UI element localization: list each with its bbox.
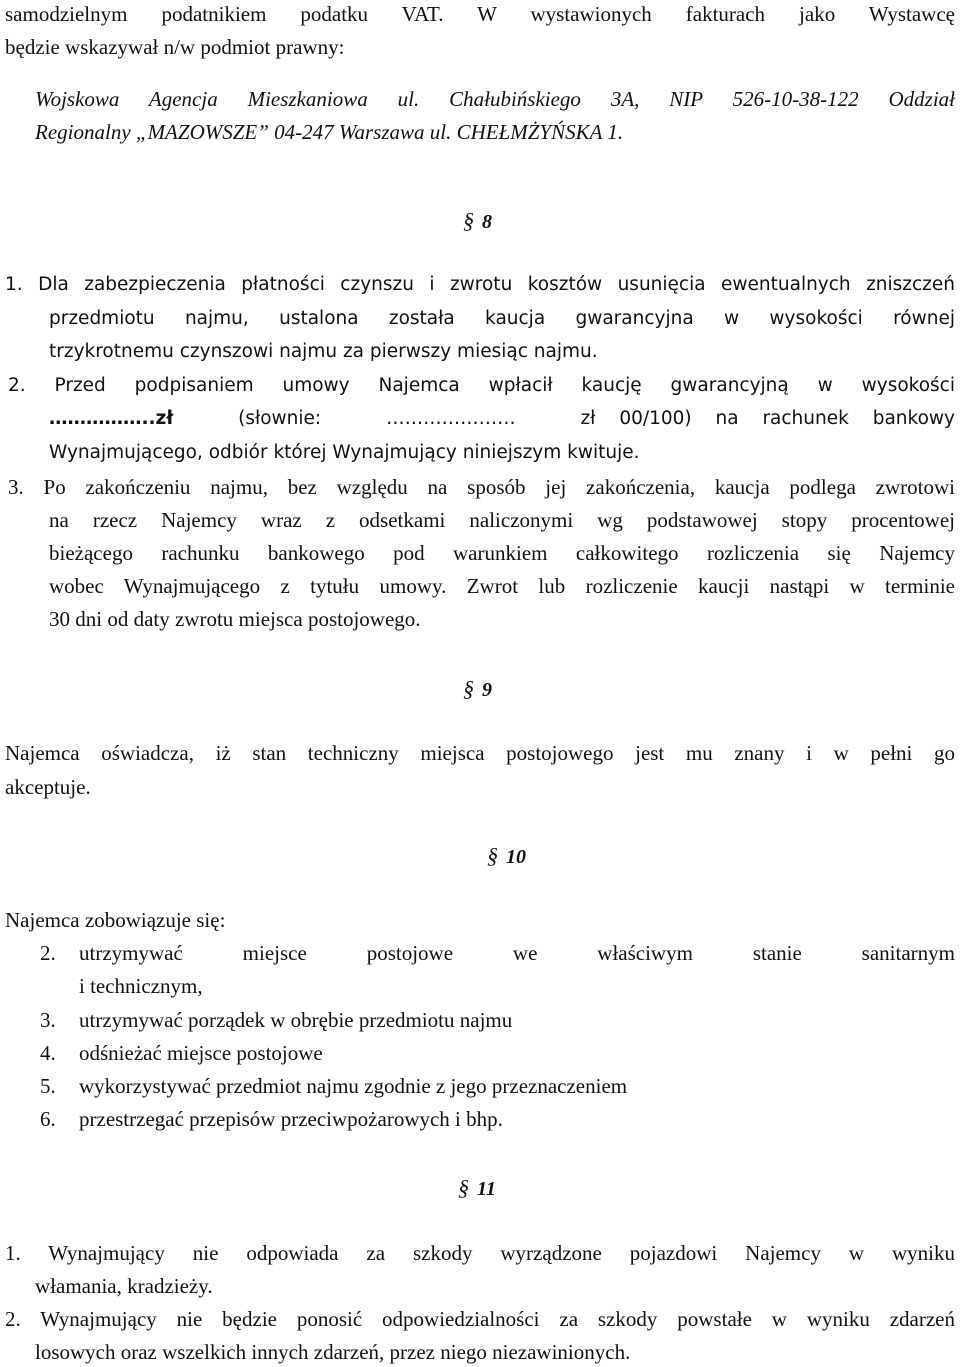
section-11-heading (458, 1177, 496, 1199)
s10-lead: Najemca zobowiązuje się: (5, 908, 226, 932)
paragraph-symbol: § (463, 676, 474, 701)
deposit-amount-blank: ……………..zł (49, 408, 174, 429)
words-label: (słownie: (238, 408, 322, 429)
s8-p3-line-2: na rzecz Najemcy wraz z odsetkami naliczonymi wg podstawowej stopy procentowej (49, 508, 955, 532)
s11-p2-line-1: 2. Wynajmujący nie będzie ponosić odpowiedzialności za szkody powstałe w wyniku zdarzeń (5, 1307, 955, 1331)
intro-line-1: samodzielnym podatnikiem podatku VAT. W wystawionych fakturach jako Wystawcę (5, 2, 955, 26)
s11-p1-line-2: włamania, kradzieży. (35, 1274, 213, 1298)
list-item: utrzymywać porządek w obrębie przedmiotu najmu (79, 1008, 513, 1032)
list-item-number: 3. (40, 1008, 56, 1032)
s8-p3-line-1: 3. Po zakończeniu najmu, bez względu na sposób jej zakończenia, kaucja podlega zwrotowi (8, 475, 955, 499)
s8-p2-line-2 (49, 410, 955, 429)
section-number: 9 (482, 679, 492, 701)
s8-p1-line-1: 1. Dla zabezpieczenia płatności czynszu i zwrotu kosztów usunięcia ewentualnych zniszczeń (5, 274, 955, 295)
s8-p3-line-5: 30 dni od daty zwrotu miejsca postojowego. (49, 607, 421, 631)
list-item: odśnieżać miejsce postojowe (79, 1041, 323, 1065)
paragraph-symbol: § (487, 843, 498, 868)
paragraph-symbol: § (458, 1175, 469, 1200)
list-item: przestrzegać przepisów przeciwpożarowych i bhp. (79, 1107, 503, 1131)
list-item-continuation: i technicznym, (79, 974, 203, 998)
s9-line-2: akceptuje. (5, 775, 91, 799)
intro-line-2: będzie wskazywał n/w podmiot prawny: (5, 35, 345, 59)
entity-line-2: Regionalny „MAZOWSZE” 04-247 Warszawa ul. CHEŁMŻYŃSKA 1. (35, 120, 624, 144)
section-8-heading (463, 210, 492, 232)
section-number: 8 (482, 211, 492, 233)
section-number: 10 (506, 846, 526, 868)
section-number: 11 (477, 1178, 496, 1200)
list-item: wykorzystywać przedmiot najmu zgodnie z jego przeznaczeniem (79, 1074, 628, 1098)
list-item-number: 4. (40, 1041, 56, 1065)
s8-p2-line-3: Wynajmującego, odbiór której Wynajmujący niniejszym kwituje. (49, 442, 640, 463)
s11-p1-line-1: 1. Wynajmujący nie odpowiada za szkody wyrządzone pojazdowi Najemcy w wyniku (5, 1241, 955, 1265)
s8-p1-line-3: trzykrotnemu czynszowi najmu za pierwszy miesiąc najmu. (49, 341, 598, 362)
s8-p1-line-2: przedmiotu najmu, ustalona została kaucja gwarancyjna w wysokości równej (49, 308, 955, 329)
s8-p3-line-3: bieżącego rachunku bankowego pod warunkiem całkowitego rozliczenia się Najemcy (49, 541, 955, 565)
list-item-number: 6. (40, 1107, 56, 1131)
s9-line-1: Najemca oświadcza, iż stan techniczny miejsca postojowego jest mu znany i w pełni go (5, 741, 955, 765)
paragraph-symbol: § (463, 208, 474, 233)
entity-line-1: Wojskowa Agencja Mieszkaniowa ul. Chałubińskiego 3A, NIP 526-10-38-122 Oddział (35, 87, 955, 111)
list-item-number: 5. (40, 1074, 56, 1098)
words-blank: ………………… (386, 408, 516, 429)
s8-p2-line-1: 2. Przed podpisaniem umowy Najemca wpłacił kaucję gwarancyjną w wysokości (8, 375, 955, 396)
list-item-number: 2. (40, 941, 56, 965)
s8-p3-line-4: wobec Wynajmującego z tytułu umowy. Zwrot lub rozliczenie kaucji nastąpi w terminie (49, 574, 955, 598)
section-9-heading (463, 678, 492, 700)
list-item: utrzymywać miejsce postojowe we właściwym stanie sanitarnym (79, 941, 955, 965)
s11-p2-line-2: losowych oraz wszelkich innych zdarzeń, przez niego niezawinionych. (35, 1340, 631, 1364)
bank-account-text: zł 00/100) na rachunek bankowy (580, 408, 955, 429)
section-10-heading (487, 845, 526, 867)
